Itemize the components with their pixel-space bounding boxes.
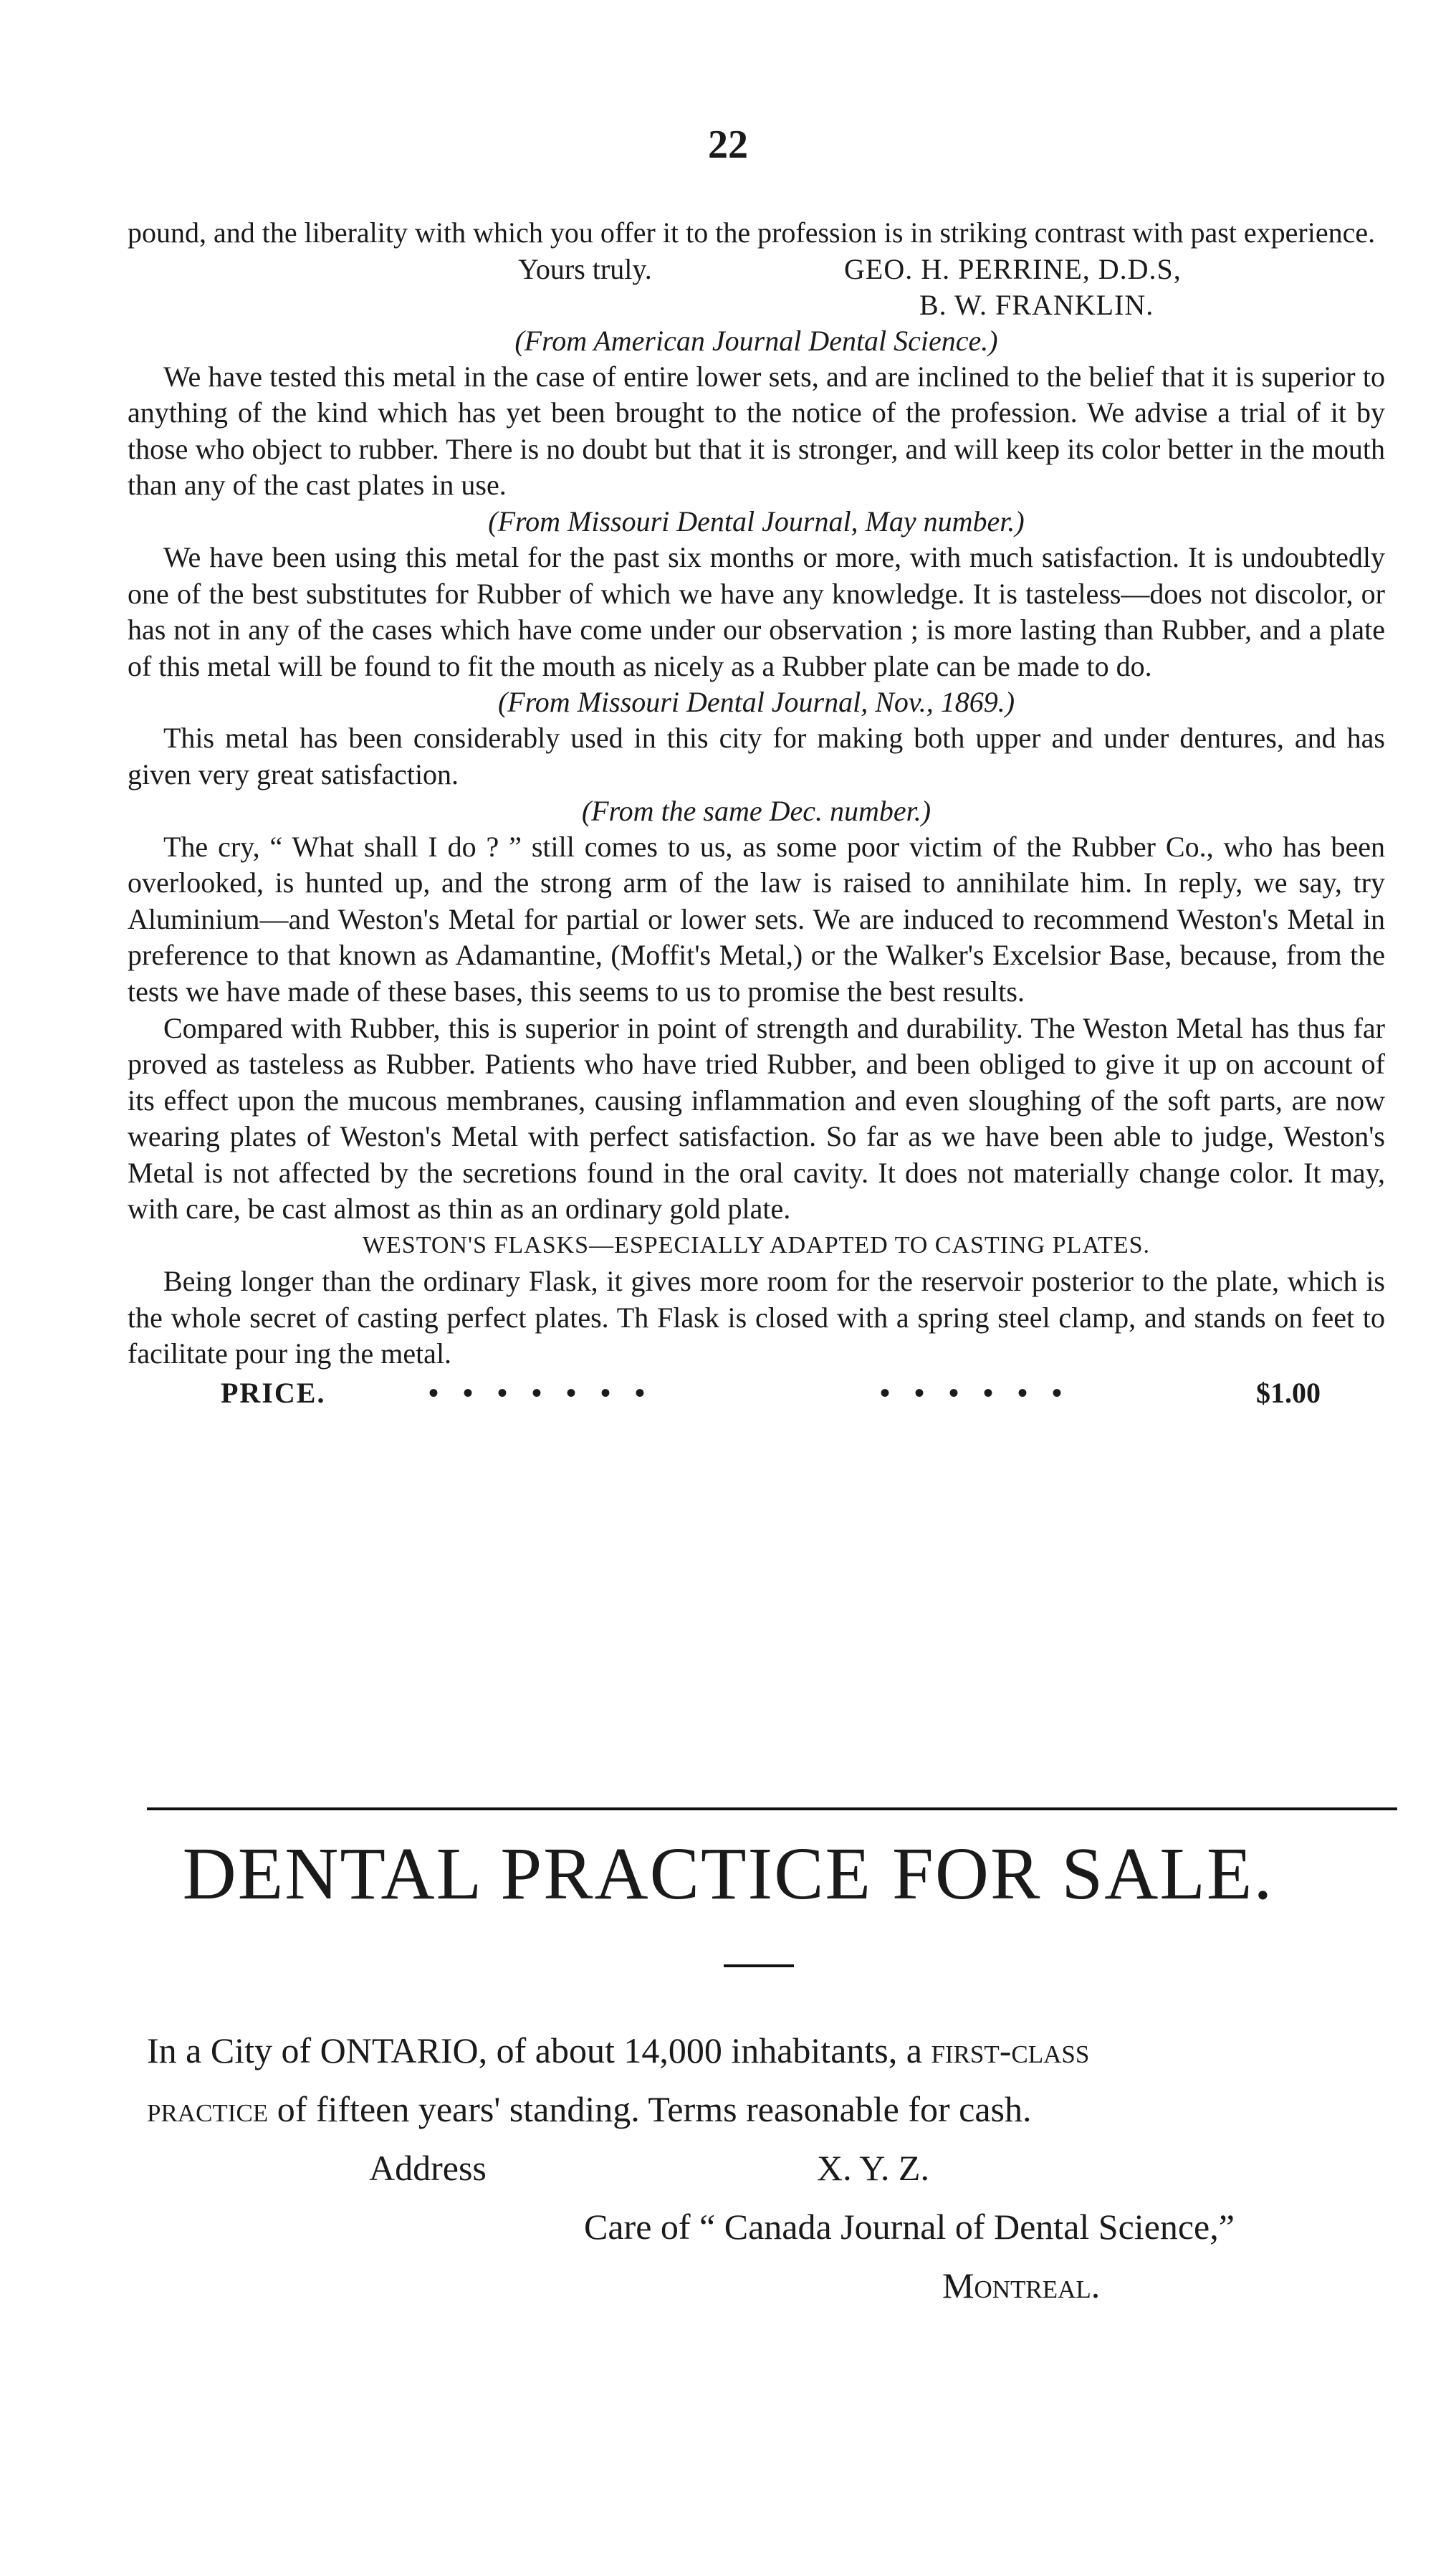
- section-source: (From Missouri Dental Journal, May number.): [488, 505, 1025, 538]
- advertisement-line-2: [147, 2080, 1408, 2139]
- price-label: PRICE.: [221, 1376, 326, 1409]
- article-body: [128, 215, 1385, 1414]
- city-row: [147, 2256, 1408, 2315]
- price-line: [128, 1372, 1385, 1414]
- care-of-line: Care of “ Canada Journal of Dental Science,”: [584, 2207, 1235, 2247]
- section-text: The cry, “ What shall I do ? ” still comes to us, as some poor victim of the Rubber Co., who has been overlooked, is hunted up, and the strong arm of the law is raised to annihilate him. In reply, we say, try Aluminium—and Weston's Metal for partial or lower sets. We are induced to recommend Weston's Metal in preference to that known as Adamantine, (Moffit's Metal,) or the Walker's Excelsior Base, because, from the tests we have made of these bases, this seems to us to promise the best results.: [128, 830, 1385, 1008]
- section-source: (From American Journal Dental Science.): [514, 324, 998, 357]
- ad-text-caps: practice: [147, 2089, 269, 2129]
- flasks-heading: WESTON'S FLASKS—ESPECIALLY ADAPTED TO CASTING PLATES.: [362, 1232, 1151, 1259]
- advertisement-body: [147, 2021, 1408, 2315]
- opening-paragraph: pound, and the liberality with which you offer it to the profession is in striking contrast with past experience.: [128, 216, 1376, 249]
- leader-dots: •••••••: [428, 1376, 670, 1409]
- comparison-paragraph: Compared with Rubber, this is superior in point of strength and durability. The Weston Metal has thus far proved as tasteless as Rubber. Patients who have tried Rubber, and been obliged to give it up on account of its effect upon the mucous membranes, causing inflammation and even sloughing of the soft parts, are now wearing plates of Weston's Metal with perfect satisfaction. So far as we have been able to judge, Weston's Metal is not affected by the secretions found in the oral cavity. It does not materially change color. It may, with care, be cast almost as thin as an ordinary gold plate.: [128, 1011, 1385, 1226]
- section-text: We have tested this metal in the case of entire lower sets, and are inclined to the belief that it is superior to anything of the kind which has yet been brought to the notice of the profession. We advise a trial of it by those who object to rubber. There is no doubt but that it is stronger, and will keep its color better in the mouth than any of the cast plates in use.: [128, 360, 1385, 502]
- ad-text: of fifteen years' standing. Terms reasonable for cash.: [268, 2089, 1032, 2129]
- advertisement-title: DENTAL PRACTICE FOR SALE.: [182, 1833, 1274, 1915]
- section-text: This metal has been considerably used in this city for making both upper and under dentures, and has given very great satisfaction.: [128, 722, 1385, 790]
- ad-text: In a City of ONTARIO, of about 14,000 inhabitants, a: [147, 2030, 931, 2070]
- section-text: We have been using this metal for the past six months or more, with much satisfaction. It is undoubtedly one of the best substitutes for Rubber of which we have any knowledge. It is tasteless—does not discolor, or has not in any of the cases which have come under our observation ; is more lasting than Rubber, and a plate of this metal will be found to fit the mouth as nicely as a Rubber plate can be made to do.: [128, 540, 1385, 682]
- address-row: [147, 2139, 1408, 2197]
- address-label: Address: [369, 2148, 487, 2188]
- signer-name-1: GEO. H. PERRINE, D.D.S,: [844, 252, 1182, 285]
- section-source: (From the same Dec. number.): [581, 794, 931, 827]
- address-name: X. Y. Z.: [817, 2148, 929, 2188]
- ad-text-caps: first-class: [931, 2030, 1090, 2070]
- section-divider: [147, 1807, 1397, 1810]
- signer-name-2: B. W. FRANKLIN.: [919, 288, 1154, 321]
- price-value: $1.00: [1256, 1376, 1321, 1409]
- section-source: (From Missouri Dental Journal, Nov., 1869.): [497, 686, 1015, 719]
- letter-closing: Yours truly.: [518, 252, 652, 285]
- flasks-text: Being longer than the ordinary Flask, it gives more room for the reservoir posterior to the plate, which is the whole secret of casting perfect plates. Th Flask is closed with a spring steel clamp, and stands on feet to facilitate pour ing the metal.: [128, 1265, 1385, 1370]
- leader-dots: ••••••: [880, 1376, 1087, 1409]
- care-of-row: [147, 2197, 1408, 2256]
- advertisement-line-1: [147, 2021, 1408, 2080]
- page-number: 22: [708, 123, 748, 167]
- letter-signature: [128, 252, 1385, 323]
- title-underline: [724, 1964, 794, 1967]
- city-line: Montreal.: [942, 2265, 1101, 2306]
